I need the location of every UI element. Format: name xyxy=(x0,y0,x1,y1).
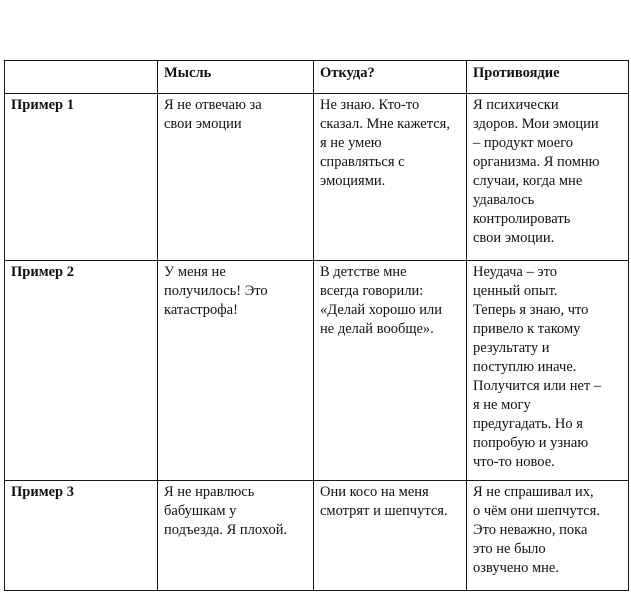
header-cell-antidote: Противоядие xyxy=(467,61,629,94)
cell-line: сказал. Мне кажется, xyxy=(320,116,450,132)
cell-line: справляться с xyxy=(320,154,405,170)
cell-line: бабушкам у xyxy=(164,503,237,519)
header-cell-origin: Откуда? xyxy=(314,61,467,94)
cell-line: В детстве мне xyxy=(320,264,407,280)
cell-line: случаи, когда мне xyxy=(473,173,583,189)
table-row xyxy=(5,481,629,591)
cell-line: Не знаю. Кто-то xyxy=(320,97,420,113)
thought-cell xyxy=(158,261,314,481)
cell-line: предугадать. Но я xyxy=(473,416,583,432)
row-label: Пример 2 xyxy=(5,261,158,481)
cell-line: я не могу xyxy=(473,397,531,413)
cell-line: Неудача – это xyxy=(473,264,557,280)
cell-line: У меня не xyxy=(164,264,226,280)
antidote-cell xyxy=(467,481,629,591)
table-row xyxy=(5,261,629,481)
cell-line: поступлю иначе. xyxy=(473,359,577,375)
origin-cell xyxy=(314,261,467,481)
cell-line: это не было xyxy=(473,541,546,557)
cell-line: ценный опыт. xyxy=(473,283,558,299)
cell-line: свои эмоции xyxy=(164,116,242,132)
cell-line: Получится или нет – xyxy=(473,378,602,394)
cell-line: Они косо на меня xyxy=(320,484,429,500)
cell-line: Я не спрашивал их, xyxy=(473,484,594,500)
cell-line: озвучено мне. xyxy=(473,560,559,576)
cell-line: получилось! Это xyxy=(164,283,268,299)
header-row xyxy=(5,61,629,94)
cell-line: всегда говорили: xyxy=(320,283,424,299)
cell-line: – продукт моего xyxy=(473,135,574,151)
cell-line: здоров. Мои эмоции xyxy=(473,116,599,132)
cell-line: я не умею xyxy=(320,135,382,151)
examples-table xyxy=(4,60,629,591)
cell-line: свои эмоции. xyxy=(473,230,555,246)
cell-line: Я не отвечаю за xyxy=(164,97,262,113)
thought-cell xyxy=(158,94,314,261)
thought-cell xyxy=(158,481,314,591)
header-cell-empty xyxy=(5,61,158,94)
origin-cell xyxy=(314,94,467,261)
row-label: Пример 1 xyxy=(5,94,158,261)
cell-line: Я не нравлюсь xyxy=(164,484,255,500)
cell-line: катастрофа! xyxy=(164,302,238,318)
cell-line: эмоциями. xyxy=(320,173,386,189)
cell-line: Это неважно, пока xyxy=(473,522,588,538)
cell-line: результату и xyxy=(473,340,550,356)
cell-line: попробую и узнаю xyxy=(473,435,589,451)
header-cell-thought: Мысль xyxy=(158,61,314,94)
cell-line: о чём они шепчутся. xyxy=(473,503,600,519)
row-label: Пример 3 xyxy=(5,481,158,591)
table-row xyxy=(5,94,629,261)
cell-line: Я психически xyxy=(473,97,559,113)
cell-line: смотрят и шепчутся. xyxy=(320,503,448,519)
cell-line: подъезда. Я плохой. xyxy=(164,522,288,538)
cell-line: удавалось xyxy=(473,192,535,208)
cell-line: «Делай хорошо или xyxy=(320,302,443,318)
antidote-cell xyxy=(467,261,629,481)
cell-line: организма. Я помню xyxy=(473,154,600,170)
cell-line: что-то новое. xyxy=(473,454,555,470)
cell-line: контролировать xyxy=(473,211,571,227)
cell-line: не делай вообще». xyxy=(320,321,434,337)
cell-line: Теперь я знаю, что xyxy=(473,302,589,318)
antidote-cell xyxy=(467,94,629,261)
cell-line: привело к такому xyxy=(473,321,581,337)
origin-cell xyxy=(314,481,467,591)
